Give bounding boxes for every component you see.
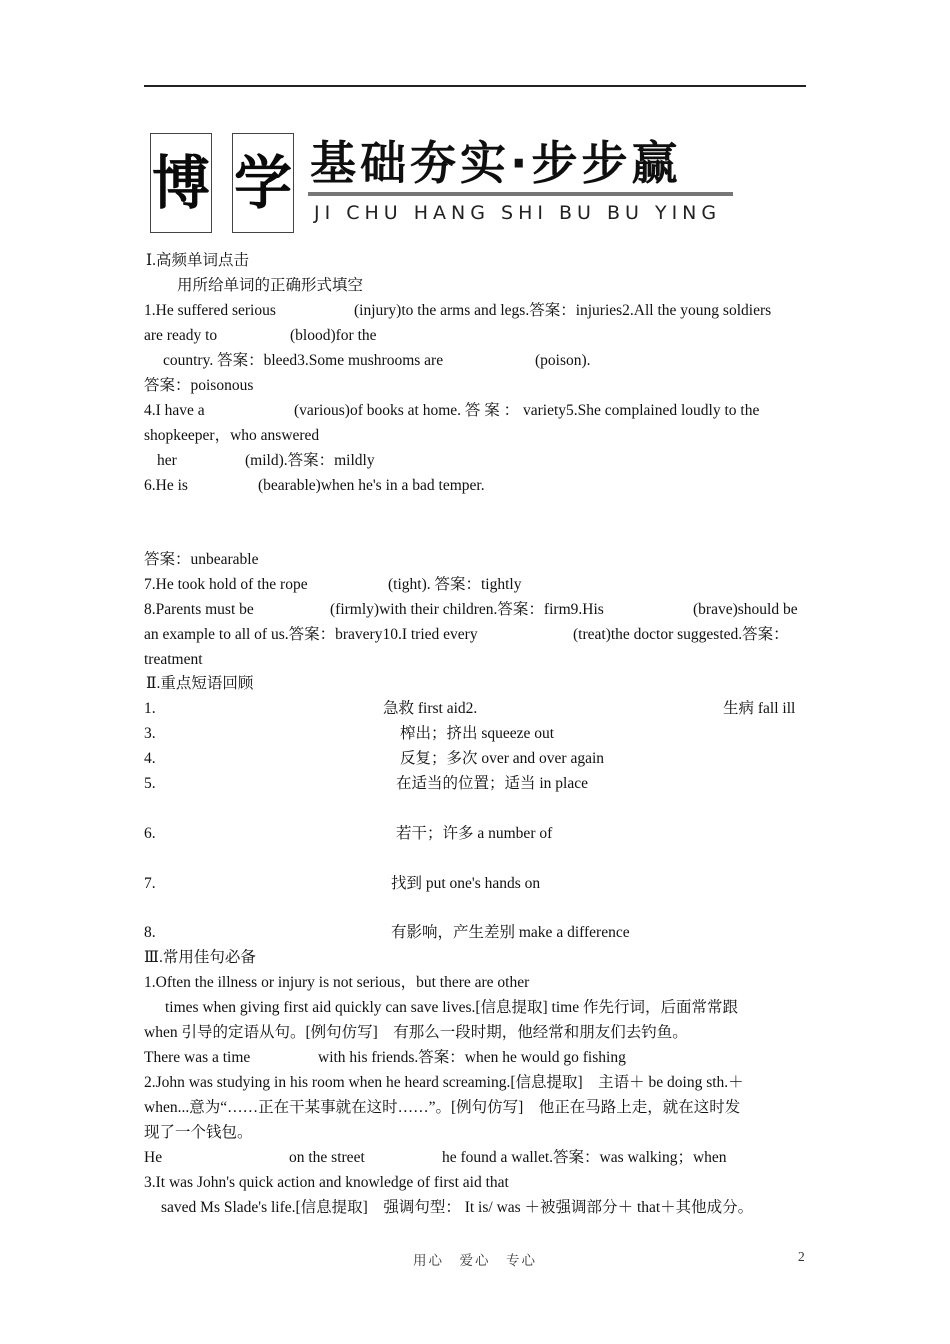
q5-text-b: her — [157, 452, 177, 469]
section-banner — [148, 131, 738, 235]
banner-underline — [308, 192, 733, 196]
banner-glyph-box-1 — [150, 133, 212, 233]
sentence-3-line-2: saved Ms Slade's life.[信息提取] 强调句型： It is/ was ＋被强调部分＋ that＋其他成分。 — [161, 1199, 754, 1216]
phrase-5-text: 在适当的位置；适当 in place — [396, 775, 589, 792]
phrase-5-number: 5. — [144, 775, 156, 792]
sentence-2-line-3: 现了一个钱包。 — [144, 1124, 253, 1141]
q9-text-a: an example to all of us.答案：bravery10.I tried every — [144, 626, 478, 643]
sentence-2-line-2: when...意为“……正在干某事就在这时……”。[例句仿写] 他正在马路上走，就在这时发 — [144, 1099, 741, 1116]
q8-text-b: (firmly)with their children.答案：firm9.His — [330, 601, 604, 618]
phrase-8-number: 8. — [144, 924, 156, 941]
q8-text-a: 8.Parents must be — [144, 601, 254, 618]
phrase-3-text: 榨出；挤出 squeeze out — [400, 725, 555, 742]
section-1-instruction: 用所给单词的正确形式填空 — [177, 277, 364, 294]
q2-text-a: are ready to — [144, 327, 218, 344]
phrase-7-text: 找到 put one's hands on — [391, 875, 541, 892]
sentence-1-exercise-b: with his friends.答案：when he would go fishing — [318, 1049, 626, 1066]
q5-text-c: (mild).答案：mildly — [245, 452, 375, 469]
q2-text-d: (poison). — [535, 352, 591, 369]
banner-subtitle: JI CHU HANG SHI BU BU YING — [314, 202, 722, 224]
q4-text-b: (various)of books at home. 答 案 ： variety5.She complained loudly to the — [294, 402, 760, 419]
phrase-2-text: 生病 fall ill — [723, 700, 796, 717]
q9-text-b: (treat)the doctor suggested.答案： — [573, 626, 789, 643]
phrase-3-number: 3. — [144, 725, 156, 742]
phrase-1-number: 1. — [144, 700, 156, 717]
q6-text-b: (bearable)when he's in a bad temper. — [258, 477, 485, 494]
phrase-6-number: 6. — [144, 825, 156, 842]
banner-title: 基础夯实·步步赢 — [310, 136, 682, 190]
q4-text-a: 4.I have a — [144, 402, 205, 419]
banner-glyph-2: 学 — [233, 149, 292, 217]
q1-text-b: (injury)to the arms and legs.答案：injuries2.All the young soldiers — [354, 302, 772, 319]
sentence-2-exercise-a: He — [144, 1149, 163, 1166]
phrase-1-text: 急救 first aid2. — [383, 700, 478, 717]
section-1-heading: Ⅰ.高频单词点击 — [146, 252, 249, 269]
sentence-1-line-3: when 引导的定语从句。[例句仿写] 有那么一段时期，他经常和朋友们去钓鱼。 — [144, 1024, 688, 1041]
phrase-8-text: 有影响，产生差别 make a difference — [391, 924, 630, 941]
sentence-1-exercise-a: There was a time — [144, 1049, 251, 1066]
q8-text-c: (brave)should be — [693, 601, 798, 618]
banner-glyph-box-2 — [232, 133, 294, 233]
q3-answer: 答案：poisonous — [144, 377, 254, 394]
banner-glyph-1: 博 — [151, 149, 210, 217]
page-number: 2 — [798, 1249, 805, 1264]
q7-text-b: (tight). 答案：tightly — [388, 576, 522, 593]
q1-text-a: 1.He suffered serious — [144, 302, 276, 319]
q6-answer: 答案：unbearable — [144, 551, 259, 568]
phrase-6-text: 若干；许多 a number of — [396, 825, 553, 842]
q10-answer: treatment — [144, 651, 203, 668]
q7-text-a: 7.He took hold of the rope — [144, 576, 308, 593]
sentence-1-line-2: times when giving first aid quickly can save lives.[信息提取] time 作先行词，后面常常跟 — [165, 999, 738, 1016]
q5-text-a: shopkeeper，who answered — [144, 427, 320, 444]
section-2-heading: Ⅱ.重点短语回顾 — [146, 675, 254, 692]
header-rule — [144, 85, 806, 87]
phrase-4-number: 4. — [144, 750, 156, 767]
q2-text-c: country. 答案：bleed3.Some mushrooms are — [163, 352, 444, 369]
phrase-7-number: 7. — [144, 875, 156, 892]
section-3-heading: Ⅲ.常用佳句必备 — [144, 949, 256, 966]
sentence-2-exercise-b: on the street — [289, 1149, 365, 1166]
q2-text-b: (blood)for the — [290, 327, 377, 344]
sentence-1-line-1: 1.Often the illness or injury is not serious，but there are other — [144, 974, 530, 991]
footer-motto: 用心 爱心 专心 — [413, 1253, 537, 1268]
sentence-2-exercise-c: he found a wallet.答案：was walking；when — [442, 1149, 727, 1166]
phrase-4-text: 反复；多次 over and over again — [400, 750, 605, 767]
q6-text-a: 6.He is — [144, 477, 188, 494]
sentence-2-line-1: 2.John was studying in his room when he heard screaming.[信息提取] 主语＋ be doing sth.＋ — [144, 1074, 744, 1091]
sentence-3-line-1: 3.It was John's quick action and knowledge of first aid that — [144, 1174, 509, 1191]
